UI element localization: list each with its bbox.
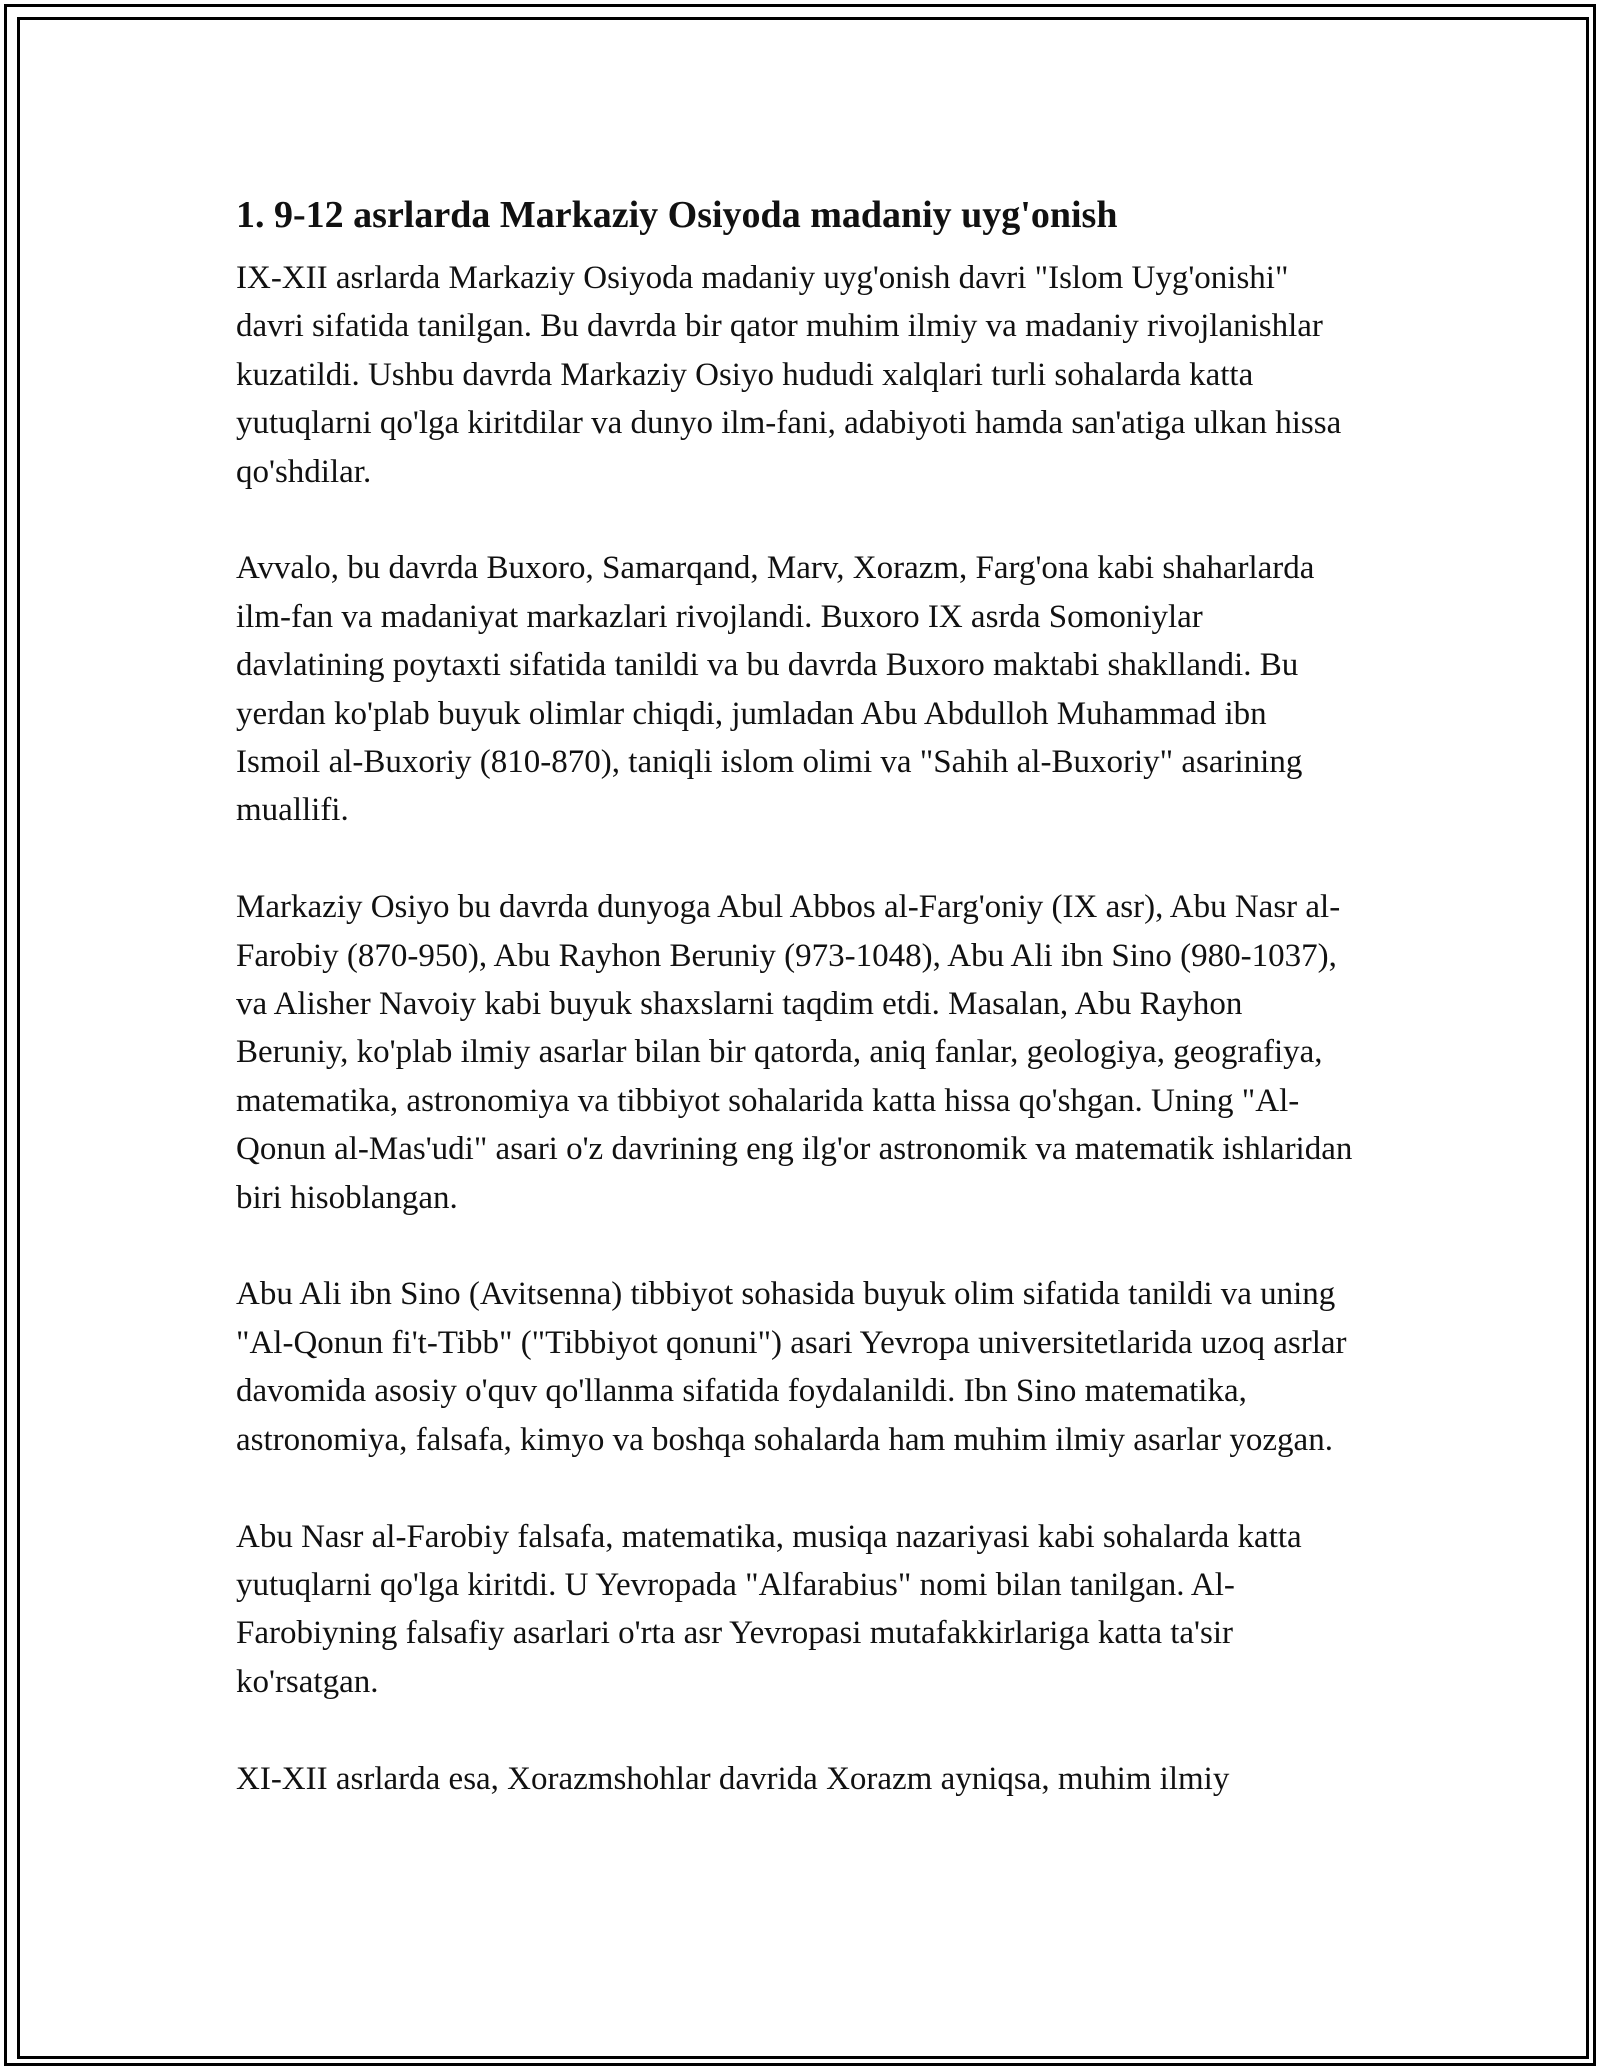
paragraph-intro: IX-XII asrlarda Markaziy Osiyoda madaniy uyg'onish davri "Islom Uyg'onishi" davri sifatida tanilgan. Bu davrda bir qator muhim ilmiy va madaniy rivojlanishlar kuzatildi. Ushbu davrda Markaziy Osiyo hududi xalqlari turli sohalarda katta yutuqlarni qo'lga kiritdilar va dunyo ilm-fani, adabiyoti hamda san'atiga ulkan hissa qo'shdilar. bbox=[236, 260, 1342, 490]
paragraph-farobiy: Abu Nasr al-Farobiy falsafa, matematika, musiqa nazariyasi kabi sohalarda katta yutuqlarni qo'lga kiritdi. U Yevropada "Alfarabius" nomi bilan tanilgan. Al-Farobiyning falsafiy asarlari o'rta asr Yevropasi mutafakkirlariga katta ta'sir ko'rsatgan. bbox=[236, 1518, 1302, 1700]
paragraph-ibn-sino: Abu Ali ibn Sino (Avitsenna) tibbiyot sohasida buyuk olim sifatida tanildi va uning "Al-Qonun fi't-Tibb" ("Tibbiyot qonuni") asari Yevropa universitetlarida uzoq asrlar davomida asosiy o'quv qo'llanma sifatida foydalanildi. Ibn Sino matematika, astronomiya, falsafa, kimyo va boshqa sohalarda ham muhim ilmiy asarlar yozgan. bbox=[236, 1276, 1347, 1458]
paragraph-xorazm: XI-XII asrlarda esa, Xorazmshohlar davrida Xorazm ayniqsa, muhim ilmiy bbox=[236, 1760, 1230, 1797]
paragraph-cities: Avvalo, bu davrda Buxoro, Samarqand, Marv, Xorazm, Farg'ona kabi shaharlarda ilm-fan va madaniyat markazlari rivojlandi. Buxoro IX asrda Somoniylar davlatining poytaxti sifatida tanildi va bu davrda Buxoro maktabi shakllandi. Bu yerdan ko'plab buyuk olimlar chiqdi, jumladan Abu Abdulloh Muhammad ibn Ismoil al-Buxoriy (810-870), taniqli islom olimi va "Sahih al-Buxoriy" asarining muallifi. bbox=[236, 550, 1315, 829]
paragraph-scholars: Markaziy Osiyo bu davrda dunyoga Abul Abbos al-Farg'oniy (IX asr), Abu Nasr al-Farobiy (870-950), Abu Rayhon Beruniy (973-1048), Abu Ali ibn Sino (980-1037), va Alisher Navoiy kabi buyuk shaxslarni taqdim etdi. Masalan, Abu Rayhon Beruniy, ko'plab ilmiy asarlar bilan bir qatorda, aniq fanlar, geologiya, geografiya, matematika, astronomiya va tibbiyot sohalarida katta hissa qo'shgan. Uning "Al-Qonun al-Mas'udi" asari o'z davrining eng ilg'or astronomik va matematik ishlaridan biri hisoblangan. bbox=[236, 889, 1353, 1216]
document-body bbox=[236, 186, 1356, 1803]
section-heading: 1. 9-12 asrlarda Markaziy Osiyoda madaniy uyg'onish bbox=[236, 194, 1118, 236]
